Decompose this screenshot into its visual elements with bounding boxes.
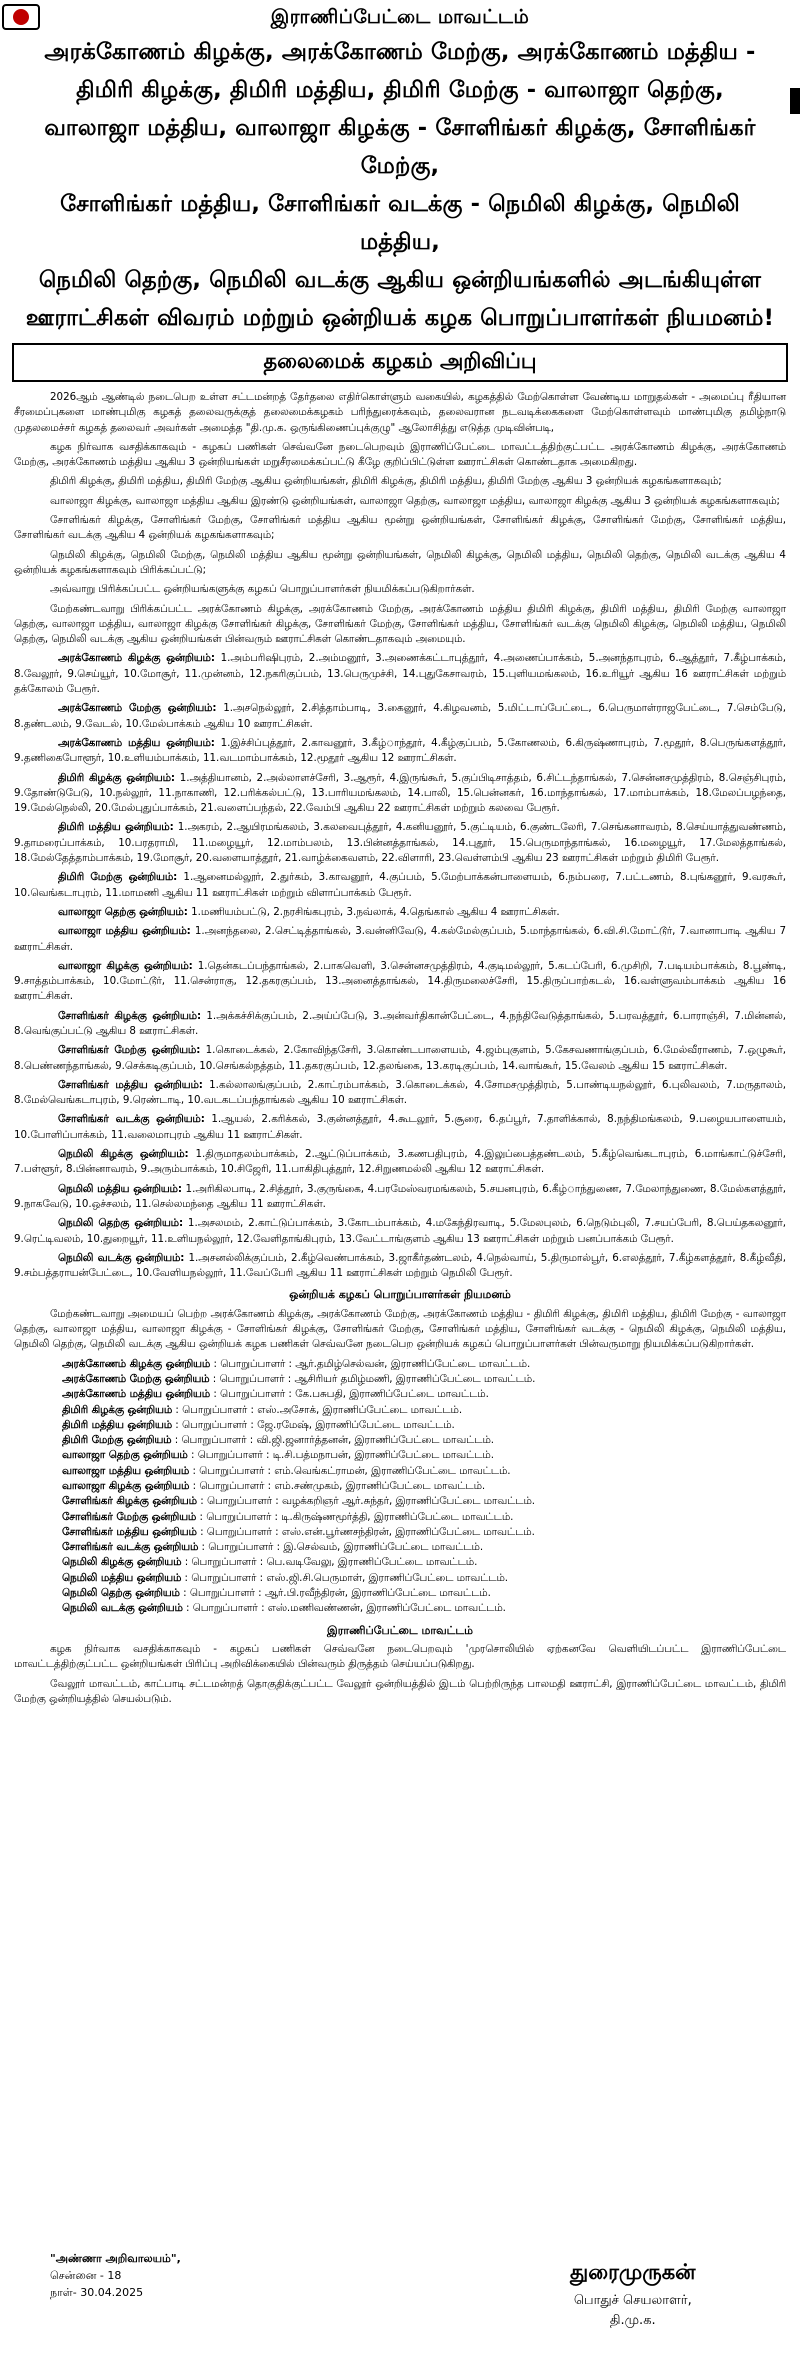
nomination-person: : பொறுப்பாளர் : எம்.சண்முகம், இராணிப்பேட்டை மாவட்டம். [192, 1480, 486, 1492]
nomination-person: : பொறுப்பாளர் : டி.சி.பத்மநாபன், இராணிப்பேட்டை மாவட்டம். [191, 1449, 494, 1462]
nomination-union: திமிரி மத்திய ஒன்றியம் [62, 1418, 172, 1431]
intro-paragraph: சோளிங்கர் கிழக்கு, சோளிங்கர் மேற்கு, சோளிங்கர் மத்திய ஆகிய மூன்று ஒன்றியங்கள், சோளிங்கர் கிழக்கு, சோளிங்கர் மேற்கு, சோளிங்கர் மத்திய, சோளிங்கர் வடக்கு ஆகிய 4 ஒன்றியக் கழகங்களாகவும்; [14, 514, 786, 542]
edge-marker [790, 88, 800, 114]
nomination-entry [14, 1372, 786, 1387]
nomination-entry [14, 1433, 786, 1448]
union-name: நெமிலி மத்திய ஒன்றியம்: [58, 1182, 182, 1195]
signatory-name: துரைமுருகன் [570, 2260, 696, 2284]
nomination-entry [14, 1403, 786, 1418]
district-section-para: கழக நிர்வாக வசதிக்காகவும் - கழகப் பணிகள் செவ்வனே நடைபெறவும் 'முரசொலியில் ஏற்கனவே வெளியிடப்பட்ட இராணிப்பேட்டை மாவட்டத்திற்குட்பட்ட ஒன்றியங்கள் பிரிப்பு அறிவிக்கையில் பின்வரும் திருத்தம் செய்யப்படுகிறது. [14, 1642, 786, 1671]
union-panchayats: 1.அக்கச்சிக்குப்பம், 2.அய்ப்பேடு, 3.அன்வர்திகான்பேட்டை, 4.நந்திவேடுத்தாங்கல், 5.பரவத்தூர், 6.பாராஞ்சி, 7.மின்னல், 8.வெங்குப்பட்டு ஆகிய 8 ஊராட்சிகள். [14, 1009, 786, 1037]
headline-line: அரக்கோணம் கிழக்கு, அரக்கோணம் மேற்கு, அரக்கோணம் மத்திய - [44, 39, 756, 65]
nomination-entry [14, 1494, 786, 1509]
headline-line: ஊராட்சிகள் விவரம் மற்றும் ஒன்றியக் கழக பொறுப்பாளர்கள் நியமனம்! [25, 305, 775, 331]
union-panchayats: 1.ஆயல், 2.கரிக்கல், 3.குன்னத்தூர், 4.கூடலூர், 5.சூரை, 6.தப்பூர், 7.தாளிக்கால், 8.நந்திமங்கலம், 9.பழையபாளையம், 10.போளிப்பாக்கம், 11.வலைமாபுரம் ஆகிய 11 ஊராட்சிகள். [14, 1113, 786, 1141]
union-name: அரக்கோணம் மத்திய ஒன்றியம்: [58, 736, 215, 749]
signatory-role: பொதுச் செயலாளர், [573, 2293, 692, 2308]
notice-body [14, 390, 786, 1707]
nomination-person: : பொறுப்பாளர் : இ.செல்வம், இராணிப்பேட்டை மாவட்டம். [201, 1541, 484, 1554]
union-entry [14, 905, 786, 920]
nomination-person: : பொறுப்பாளர் : எம்.வெங்கட்ராமன், இராணிப்பேட்டை மாவட்டம். [192, 1464, 511, 1477]
union-entry [14, 1043, 786, 1074]
nomination-person: : பொறுப்பாளர் : கே.பசுபதி, இராணிப்பேட்டை மாவட்டம். [213, 1388, 489, 1401]
union-name: அரக்கோணம் கிழக்கு ஒன்றியம்: [58, 652, 215, 665]
union-name: வாலாஜா கிழக்கு ஒன்றியம்: [58, 959, 193, 972]
nomination-person: : பொறுப்பாளர் : ஆர்.பி.ரவீந்திரன், இராணிப்பேட்டை மாவட்டம். [183, 1587, 491, 1600]
union-panchayats: 1.அரிகிலபாடி, 2.சித்தூர், 3.குருங்கை, 4.பரமேஸ்வரமங்கலம், 5.சயனபுரம், 6.கீழ்ாந்துணை, 7.மேலாந்துணை, 8.மேல்களத்தூர், 9.நாகவேடு, 10.ஒச்சலம், 11.செல்லமந்தை ஆகிய 11 ஊராட்சிகள். [14, 1182, 787, 1210]
union-panchayats: 1.அசனல்லிக்குப்பம், 2.கீழ்வெண்பாக்கம், 3.ஜாகீர்தண்டலம், 4.நெல்வாய், 5.திருமால்பூர், 6.எலத்தூர், 7.கீழ்களத்தூர், 8.கீழ்வீதி, 9.சம்பத்தராயன்பேட்டை, 10.வேளியநல்லூர், 11.வேப்பேரி ஆகிய 11 ஊராட்சிகள் மற்றும் நெமிலி பேரூர். [14, 1251, 786, 1280]
nomination-entry [14, 1418, 786, 1433]
union-entry [14, 1216, 786, 1247]
union-name: அரக்கோணம் மேற்கு ஒன்றியம்: [58, 702, 217, 715]
signatory [570, 2260, 696, 2329]
nomination-entry [14, 1387, 786, 1402]
union-entry [14, 870, 786, 901]
union-panchayats: 1.திருமாதலம்பாக்கம், 2.ஆட்டுப்பாக்கம், 3.கணபதிபுரம், 4.இலுப்பைத்தண்டலம், 5.கீழ்வெங்கடாபுரம், 6.மாங்காட்டுச்சேரி, 7.பள்ளூர், 8.பின்னாவரம், 9.அரும்பாக்கம், 10.சிஜேரி, 11.பாகிதிபுத்தூர், 12.சிறுணமல்லி ஆகிய 12 ஊராட்சிகள். [14, 1148, 786, 1176]
union-entry [14, 1112, 786, 1143]
nomination-person: : பொறுப்பாளர் : ஜே.ரமேஷ், இராணிப்பேட்டை மாவட்டம். [175, 1418, 455, 1431]
union-panchayats: 1.இச்சிப்புத்தூர், 2.காவனூர், 3.கீழ்ாந்தூர், 4.கீழ்குப்பம், 5.கோணலம், 6.கிருஷ்ணாபுரம், 7.மூதூர், 8.பெருங்களத்தூர், 9.தணிகைபோளூர், 10.உளியம்பாக்கம், 11.வடமாம்பாக்கம், 12.மூதூர் ஆகிய 12 ஊராட்சிகள். [14, 736, 786, 765]
union-entry [14, 736, 786, 767]
nomination-union: சோளிங்கர் கிழக்கு ஒன்றியம் [62, 1495, 197, 1508]
nomination-union: வாலாஜா கிழக்கு ஒன்றியம் [62, 1480, 190, 1492]
union-name: சோளிங்கர் கிழக்கு ஒன்றியம்: [58, 1009, 202, 1022]
intro-paragraph: கழக நிர்வாக வசதிக்காகவும் - கழகப் பணிகள் செவ்வனே நடைபெறவும் இராணிப்பேட்டை மாவட்டத்திற்குட்பட்ட அரக்கோணம் கிழக்கு, அரக்கோணம் மேற்கு, அரக்கோணம் மத்திய ஆகிய 3 ஒன்றியங்கள் மறுசீரமைக்கப்பட்டு கீழே குறிப்பிட்டுள்ள ஊராட்சிகள் கொண்டதாக அமைகிறது. [14, 440, 786, 469]
union-name: திமிரி கிழக்கு ஒன்றியம்: [58, 771, 176, 784]
district-section-heading: இராணிப்பேட்டை மாவட்டம் [327, 1623, 473, 1637]
union-entry [14, 820, 786, 866]
union-name: நெமிலி கிழக்கு ஒன்றியம்: [58, 1148, 189, 1161]
intro-paragraph: திமிரி கிழக்கு, திமிரி மத்திய, திமிரி மேற்கு ஆகிய ஒன்றியங்கள், திமிரி கிழக்கு, திமிரி மத்திய, திமிரி மேற்கு ஆகிய 3 ஒன்றியக் கழகங்களாகவும்; [50, 475, 722, 488]
signatory-party: தி.மு.க. [609, 2313, 656, 2328]
union-panchayats: 1.கொடைக்கல், 2.கோவிந்தசேரி, 3.கொண்டபாளையம், 4.ஜம்புகுளம், 5.கேசவணாங்குப்பம், 6.மேல்வீராணம், 7.ஒழுகூர், 8.பெண்ணந்தாங்கல், 9.செக்கடிகுப்பம், 10.செங்கல்நத்தம், 11.தகரகுப்பம், 12.தலங்கை, 13.கரடிகுப்பம், 14.வாங்கூர், 15.வேலம் ஆகிய 15 ஊராட்சிகள். [14, 1044, 787, 1072]
intro-paragraph: வாலாஜா கிழக்கு, வாலாஜா மத்திய ஆகிய இரண்டு ஒன்றியங்கள், வாலாஜா தெற்கு, வாலாஜா மத்திய, வாலாஜா கிழக்கு ஆகிய 3 ஒன்றியக் கழகங்களாகவும்; [50, 494, 781, 507]
union-panchayats: 1.கல்லாலங்குப்பம், 2.காட்ரம்பாக்கம், 3.கொடைக்கல், 4.சோமசமுத்திரம், 5.பாண்டியநல்லூர், 6.புலிவலம், 7.மருதாலம், 8.மேல்வெங்கடாபுரம், 9.ரெண்டாடி, 10.வடகடப்பந்தாங்கல் ஆகிய 10 ஊராட்சிகள். [14, 1078, 786, 1107]
nomination-union: சோளிங்கர் மேற்கு ஒன்றியம் [62, 1510, 197, 1523]
nomination-union: வாலாஜா மத்திய ஒன்றியம் [62, 1464, 190, 1477]
union-panchayats: 1.தென்கடப்பந்தாங்கல், 2.பாகவெளி, 3.சென்னசமுத்திரம், 4.குடிமல்லூர், 5.கடப்பேரி, 6.முசிறி, 7.படியம்பாக்கம், 8.பூண்டி, 9.சாத்தம்பாக்கம், 10.மோட்டூர், 11.சென்ராகு, 12.தகரகுப்பம், 13.அனைத்தாங்கல், 14.திருமலைச்சேரி, 15.திருப்பாற்கடல், 16.வள்ளுவம்பாக்கம் ஆகிய 16 ஊராட்சிகள். [14, 959, 787, 1003]
union-panchayats: 1.அனந்தலை, 2.செட்டித்தாங்கல், 3.வன்னிவேடு, 4.கல்மேல்குப்பம், 5.மாந்தாங்கல், 6.வி.சி.மோட்டூர், 7.வானாபாடி ஆகிய 7 ஊராட்சிகள். [14, 925, 787, 953]
headline-line: வாலாஜா மத்திய, வாலாஜா கிழக்கு - சோளிங்கர் கிழக்கு, சோளிங்கர் மேற்கு, [44, 115, 756, 179]
office-address: "அண்ணா அறிவாலயம்", [50, 2252, 181, 2265]
intro-paragraph: மேற்கண்டவாறு பிரிக்கப்பட்ட அரக்கோணம் கிழக்கு, அரக்கோணம் மேற்கு, அரக்கோணம் மத்திய திமிரி கிழக்கு, திமிரி மத்திய, திமிரி மேற்கு வாலாஜா தெற்கு, வாலாஜா மத்திய, வாலாஜா கிழக்கு சோளிங்கர் கிழக்கு, சோளிங்கர் மேற்கு, சோளிங்கர் மத்திய, சோளிங்கர் வடக்கு நெமிலி கிழக்கு, நெமிலி மத்திய, நெமிலி தெற்கு, நெமிலி வடக்கு ஆகிய ஒன்றியங்கள் பின்வரும் ஊராட்சிகள் கொண்டதாகவும் அமையும். [14, 602, 786, 646]
signature-block [0, 2250, 800, 2360]
intro-paragraphs [14, 390, 786, 647]
intro-paragraph: நெமிலி கிழக்கு, நெமிலி மேற்கு, நெமிலி மத்திய ஆகிய மூன்று ஒன்றியங்கள், நெமிலி கிழக்கு, நெமிலி மத்திய, நெமிலி தெற்கு, நெமிலி வடக்கு ஆகிய 4 ஒன்றியக் கழகங்களாகவும் பிரிக்கப்பட்டு; [14, 548, 786, 576]
union-name: சோளிங்கர் மத்திய ஒன்றியம்: [58, 1078, 203, 1091]
union-name: வாலாஜா மத்திய ஒன்றியம்: [58, 925, 191, 938]
union-panchayats: 1.அம்பரிஷிபுரம், 2.அம்மனூர், 3.அணைக்கட்டாபுத்தூர், 4.அணைப்பாக்கம், 5.அனந்தாபுரம், 6.ஆத்தூர், 7.கீழ்பாக்கம், 8.வேலூர், 9.செய்யூர், 10.மோசூர், 11.முன்னம், 12.நகரிகுப்பம், 13.பெருமுச்சி, 14.புதுகேசாவரம், 15.புளியமங்கலம், 16.உரியூர் ஆகிய 16 ஊராட்சிகள் மற்றும் தக்கோலம் பேரூர். [14, 652, 786, 696]
district-section-para: வேலூர் மாவட்டம், காட்பாடி சட்டமன்றத் தொகுதிக்குட்பட்ட வேலூர் ஒன்றியத்தில் இடம் பெற்றிருந்த பாலமதி ஊராட்சி, இராணிப்பேட்டை மாவட்டம், திமிரி மேற்கு ஒன்றியத்தில் செயல்படும். [14, 1677, 786, 1705]
union-panchayats: 1.அசநெல்லூர், 2.சித்தாம்பாடி, 3.கைனூர், 4.கிழவனம், 5.மிட்டாப்பேட்டை, 6.பெருமாள்ராஜபேட்டை, 7.செம்பேடு, 8.தண்டலம், 9.வேடல், 10.மேல்பாக்கம் ஆகிய 10 ஊராட்சிகள். [14, 702, 786, 730]
district-title: இராணிப்பேட்டை மாவட்டம் [270, 6, 530, 28]
office-city: சென்னை - 18 [50, 2269, 122, 2282]
headline [20, 33, 780, 337]
union-name: வாலாஜா தெற்கு ஒன்றியம்: [58, 905, 188, 918]
nomination-heading: ஒன்றியக் கழகப் பொறுப்பாளர்கள் நியமனம் [289, 1288, 511, 1302]
nomination-person: : பொறுப்பாளர் : எஸ்.மணிவண்ணன், இராணிப்பேட்டை மாவட்டம். [186, 1602, 506, 1615]
union-panchayats: 1.அகரம், 2.ஆயிரமங்கலம், 3.கலவைபுத்தூர், 4.கனியனூர், 5.குட்டியம், 6.குண்டலேரி, 7.செங்கனாவரம், 8.செய்யாத்துவண்ணம், 9.தாமரைப்பாக்கம், 10.பரதராமி, 11.மழையூர், 12.மாம்பலம், 13.பின்னத்தாங்கல், 14.புதூர், 15.பெருமாந்தாங்கல், 16.மழையூர், 17.மேலத்தாங்கல், 18.மேல்தேத்தாம்பாக்கம், 19.மோசூர், 20.வளையாத்தூர், 21.வாழ்க்கைவளம், 22.விளாரி, 23.வெள்ளம்பி ஆகிய 23 ஊராட்சிகள் மற்றும் திமிரி பேரூர். [14, 821, 786, 865]
nomination-union: நெமிலி தெற்கு ஒன்றியம் [62, 1587, 180, 1600]
union-name: சோளிங்கர் வடக்கு ஒன்றியம்: [58, 1113, 205, 1126]
union-name: சோளிங்கர் மேற்கு ஒன்றியம்: [58, 1044, 201, 1057]
union-panchayats: 1.அத்தியானம், 2.அல்லாளச்சேரி, 3.ஆரூர், 4.இருங்கூர், 5.குப்பிடிசாத்தம், 6.சிட்டந்தாங்கல், 7.சென்னசமுத்திரம், 8.செஞ்சிபுரம், 9.தோண்டுபேடு, 10.நல்லூர், 11.நாகாணி, 12.பரிக்கல்பட்டு, 13.பாரியமங்கலம், 14.பாலி, 15.பென்னகர், 16.மாந்தாங்கல், 17.மாம்பாக்கம், 18.மேலப்பழந்தை, 19.மேல்நெல்லி, 20.மேல்புதுப்பாக்கம், 21.வளைப்பந்தல், 22.வேம்பி ஆகிய 22 ஊராட்சிகள் மற்றும் கலவை பேரூர். [14, 771, 786, 815]
party-flag-icon [2, 4, 40, 30]
headline-line: சோளிங்கர் மத்திய, சோளிங்கர் வடக்கு - நெமிலி கிழக்கு, நெமிலி மத்திய, [60, 191, 740, 255]
nomination-union: திமிரி மேற்கு ஒன்றியம் [62, 1434, 172, 1447]
nomination-intro: மேற்கண்டவாறு அமையப் பெற்ற அரக்கோணம் கிழக்கு, அரக்கோணம் மேற்கு, அரக்கோணம் மத்திய - திமிரி கிழக்கு, திமிரி மத்திய, திமிரி மேற்கு - வாலாஜா தெற்கு, வாலாஜா மத்திய, வாலாஜா கிழக்கு - சோளிங்கர் கிழக்கு, சோளிங்கர் மேற்கு, சோளிங்கர் மத்திய, சோளிங்கர் வடக்கு - நெமிலி கிழக்கு, நெமிலி மத்திய, நெமிலி தெற்கு, நெமிலி வடக்கு ஆகிய ஒன்றியக் கழக பணிகள் செவ்வனே நடைபெற ஒன்றியக் கழகப் பொறுப்பாளர்கள் பின்வருமாறு நியமிக்கப்படுகிறார்கள். [14, 1307, 786, 1351]
union-panchayats: 1.ஆனைமல்லூர், 2.துர்கம், 3.காவனூர், 4.குப்பம், 5.மேற்பாக்கன்பாளையம், 6.நம்பரை, 7.பட்டணம், 8.புங்கனூர், 9.வரகூர், 10.வெங்கடாபுரம், 11.மாமணி ஆகிய 11 ஊராட்சிகள் மற்றும் விளாப்பாக்கம் பேரூர். [14, 871, 786, 899]
union-entry [14, 1078, 786, 1109]
union-entry [14, 1147, 786, 1178]
union-entry [14, 1009, 786, 1040]
nomination-union: சோளிங்கர் மத்திய ஒன்றியம் [62, 1525, 197, 1538]
union-entry [14, 1182, 786, 1213]
nomination-person: : பொறுப்பாளர் : எஸ்.என்.பூர்ணசந்திரன், இராணிப்பேட்டை மாவட்டம். [200, 1525, 535, 1538]
intro-paragraph: அவ்வாறு பிரிக்கப்பட்ட ஒன்றியங்களுக்கு கழகப் பொறுப்பாளர்கள் நியமிக்கப்படுகிறார்கள். [50, 583, 475, 596]
intro-paragraph: 2026ஆம் ஆண்டில் நடைபெற உள்ள சட்டமன்றத் தேர்தலை எதிர்கொள்ளும் வகையில், கழகத்தில் மேற்கொள்ள வேண்டிய மாறுதல்கள் - அமைப்பு ரீதியான சீரமைப்புகளை மாண்புமிகு கழகத் தலைவருக்குத் தலைமைக்கழகம் பரிந்துரைக்கவும், தலைவரான நடவடிக்கைகளை மேற்கொள்ளவும் மாண்புமிகு தமிழ்நாடு முதலமைச்சர் கழகத் தலைவர் அவர்கள் அமைத்த "தி.மு.க. ஒருங்கிணைப்புக்குழு" ஆலோசித்து எடுத்த முடிவின்படி, [14, 391, 786, 434]
union-entry [14, 1251, 786, 1282]
nomination-person: : பொறுப்பாளர் : டி.கிருஷ்ணமூர்த்தி, இராணிப்பேட்டை மாவட்டம். [199, 1510, 514, 1523]
union-entry [14, 771, 786, 817]
nomination-entry [14, 1448, 786, 1463]
nomination-entry [14, 1357, 786, 1372]
nomination-entry [14, 1601, 786, 1616]
nomination-entry [14, 1525, 786, 1540]
nomination-entry [14, 1555, 786, 1570]
union-entry [14, 701, 786, 732]
nomination-person: : பொறுப்பாளர் : ஆர்.தமிழ்செல்வன், இராணிப்பேட்டை மாவட்டம். [213, 1357, 531, 1370]
union-list [14, 651, 786, 1281]
nomination-union: அரக்கோணம் மத்திய ஒன்றியம் [62, 1388, 211, 1401]
nomination-entry [14, 1540, 786, 1555]
union-panchayats: 1.மணியம்பட்டு, 2.நரசிங்கபுரம், 3.நவ்லாக், 4.தெங்கால் ஆகிய 4 ஊராட்சிகள். [191, 905, 560, 918]
announcement-title: தலைமைக் கழகம் அறிவிப்பு [12, 343, 788, 382]
union-panchayats: 1.அசலமம், 2.காட்டுப்பாக்கம், 3.கோடம்பாக்கம், 4.மகேந்திரவாடி, 5.மேலபுலம், 6.நெடும்புலி, 7.சயப்பேரி, 8.பெய்தகலனூர், 9.ரெட்டிவலம், 10.துறையூர், 11.உளியநல்லூர், 12.வேளிதாங்கிபுரம், 13.வேட்டாங்குளம் ஆகிய 13 ஊராட்சிகள் மற்றும் பனப்பாக்கம் பேரூர். [14, 1217, 786, 1245]
union-name: நெமிலி வடக்கு ஒன்றியம்: [58, 1251, 185, 1264]
nomination-person: : பொறுப்பாளர் : எஸ்.ஜி.சி.பெருமாள், இராணிப்பேட்டை மாவட்டம். [184, 1571, 509, 1584]
headline-line: திமிரி கிழக்கு, திமிரி மத்திய, திமிரி மேற்கு - வாலாஜா தெற்கு, [76, 77, 724, 103]
nomination-entry [14, 1479, 786, 1494]
nomination-union: திமிரி கிழக்கு ஒன்றியம் [62, 1403, 173, 1416]
nomination-person: : பொறுப்பாளர் : வழக்கறிஞர் ஆர்.சுந்தர், இராணிப்பேட்டை மாவட்டம். [200, 1495, 536, 1508]
nomination-person: : பொறுப்பாளர் : எஸ்.அசோக், இராணிப்பேட்டை மாவட்டம். [175, 1403, 463, 1416]
nomination-entry [14, 1586, 786, 1601]
nomination-union: நெமிலி மத்திய ஒன்றியம் [62, 1571, 182, 1584]
issue-date: நாள்- 30.04.2025 [50, 2286, 144, 2299]
nomination-person: : பொறுப்பாளர் : பெ.வடிவேலு, இராணிப்பேட்டை மாவட்டம். [184, 1556, 478, 1569]
nomination-person: : பொறுப்பாளர் : ஆசிரியர் தமிழ்மணி, இராணிப்பேட்டை மாவட்டம். [212, 1372, 536, 1385]
nomination-person: : பொறுப்பாளர் : வி.ஜி.ஜனார்த்தனன், இராணிப்பேட்டை மாவட்டம். [174, 1434, 495, 1447]
union-entry [14, 959, 786, 1005]
issue-details [50, 2250, 181, 2301]
nomination-union: சோளிங்கர் வடக்கு ஒன்றியம் [62, 1541, 199, 1554]
nomination-entry [14, 1464, 786, 1479]
union-name: நெமிலி தெற்கு ஒன்றியம்: [58, 1217, 184, 1230]
nomination-entry [14, 1510, 786, 1525]
union-entry [14, 924, 786, 955]
nomination-entry [14, 1571, 786, 1586]
union-entry [14, 651, 786, 697]
nomination-list [14, 1357, 786, 1617]
nomination-union: அரக்கோணம் கிழக்கு ஒன்றியம் [62, 1357, 211, 1370]
nomination-union: வாலாஜா தெற்கு ஒன்றியம் [62, 1449, 188, 1462]
nomination-union: நெமிலி கிழக்கு ஒன்றியம் [62, 1556, 182, 1569]
union-name: திமிரி மேற்கு ஒன்றியம்: [58, 871, 178, 884]
union-name: திமிரி மத்திய ஒன்றியம்: [58, 821, 174, 834]
headline-line: நெமிலி தெற்கு, நெமிலி வடக்கு ஆகிய ஒன்றியங்களில் அடங்கியுள்ள [38, 267, 762, 293]
nomination-union: அரக்கோணம் மேற்கு ஒன்றியம் [62, 1372, 210, 1385]
nomination-union: நெமிலி வடக்கு ஒன்றியம் [62, 1602, 183, 1615]
